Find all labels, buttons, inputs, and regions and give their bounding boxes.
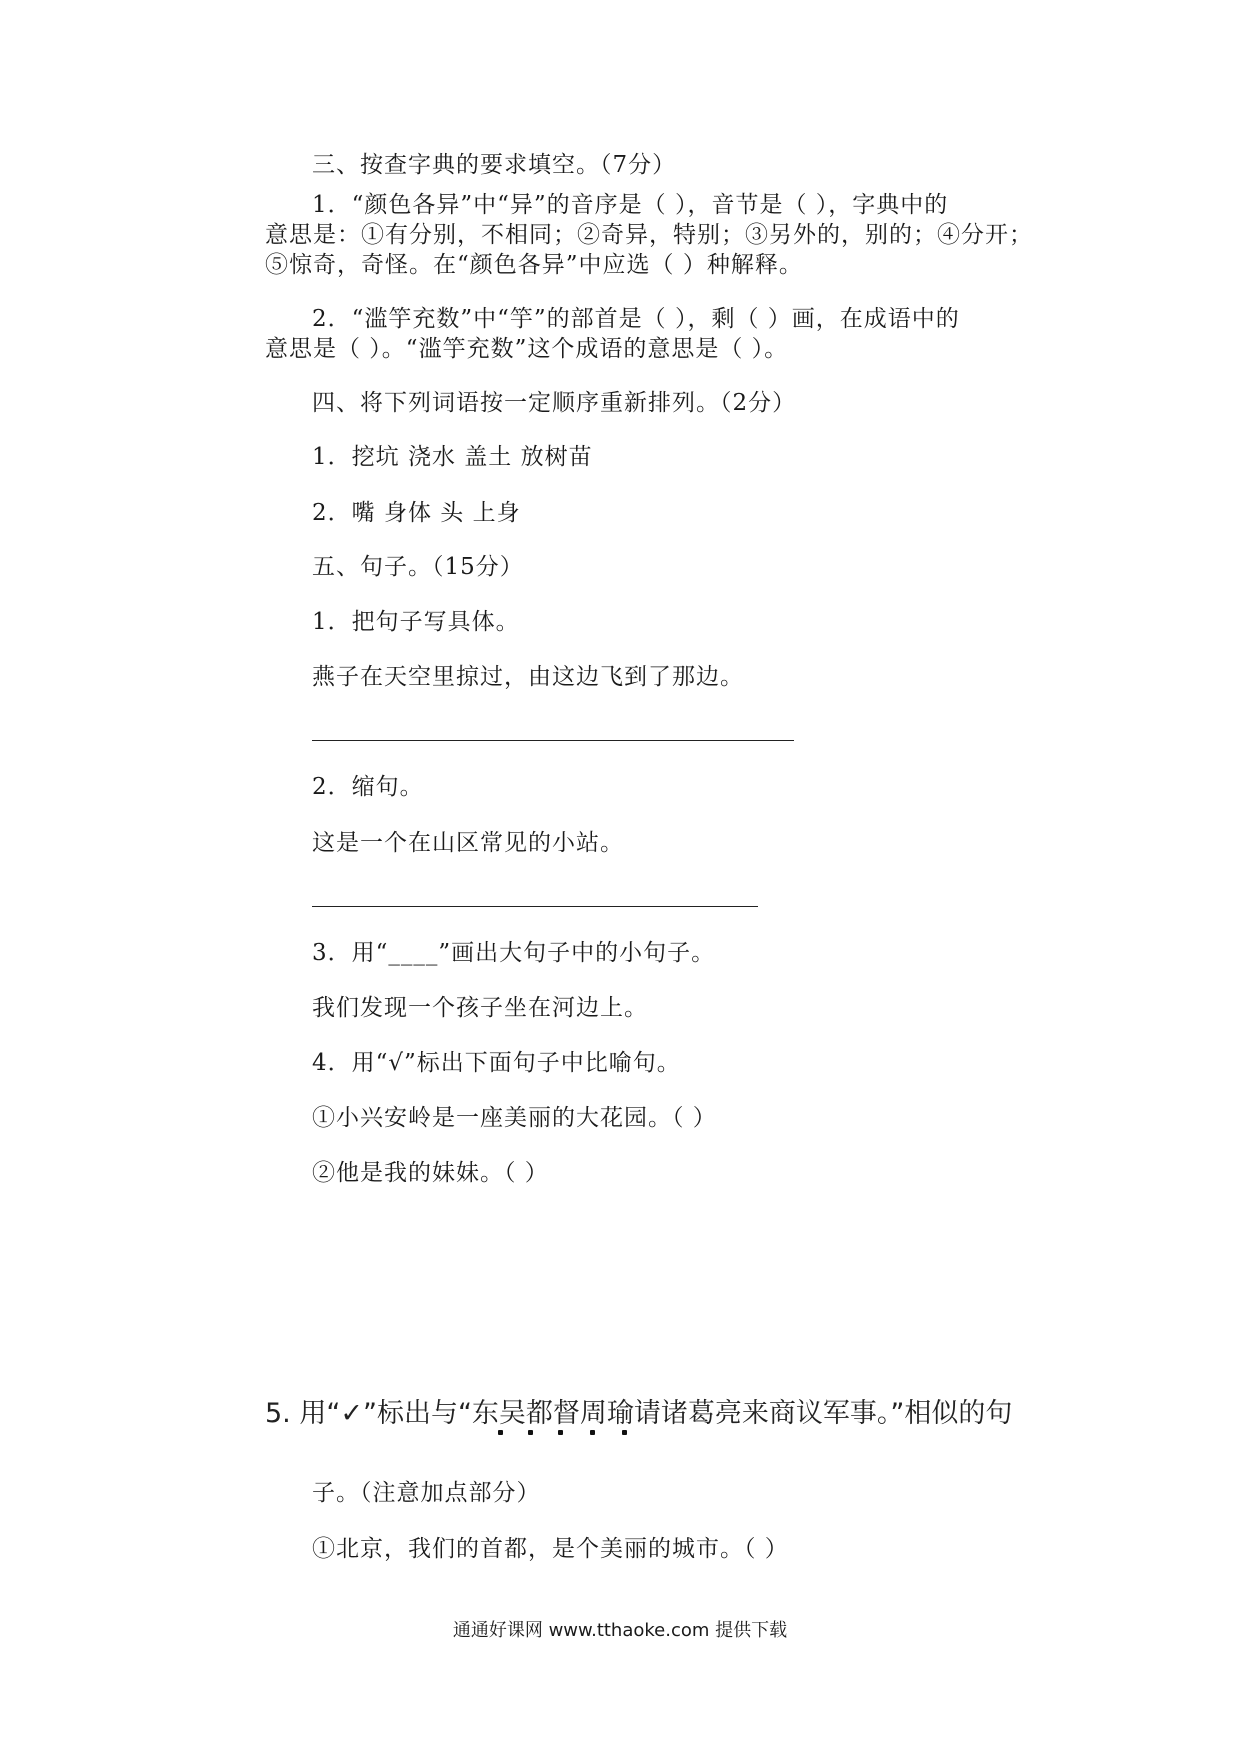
- s5-q1-title: 1．把句子写具体。: [312, 609, 520, 635]
- s4-q1: 1．挖坑 浇水 盖土 放树苗: [312, 444, 593, 470]
- s5-q1-answer-line: [312, 740, 794, 741]
- s3-q1-line1: 1．“颜色各异”中“异”的音序是（ ），音节是（ ），字典中的: [312, 192, 949, 218]
- emphasis-dot: [498, 1430, 503, 1435]
- page-footer: 通通好课网 www.tthaoke.com 提供下载: [452, 1620, 788, 1641]
- s5-q4-option1: ①小兴安岭是一座美丽的大花园。（ ）: [312, 1105, 717, 1131]
- section3-heading: 三、按查字典的要求填空。（7分）: [312, 152, 677, 178]
- s5-q2-sentence: 这是一个在山区常见的小站。: [312, 830, 624, 856]
- emphasis-dot: [622, 1430, 627, 1435]
- s5-q4-option2: ②他是我的妹妹。（ ）: [312, 1160, 549, 1186]
- s5-q3-title: 3．用“____”画出大句子中的小句子。: [312, 940, 716, 966]
- s3-q2-line2: 意思是（ ）。“滥竽充数”这个成语的意思是（ ）。: [265, 336, 789, 362]
- section4-heading: 四、将下列词语按一定顺序重新排列。（2分）: [312, 390, 797, 416]
- s3-q2-line1: 2．“滥竽充数”中“竽”的部首是（ ），剩（ ）画，在成语中的: [312, 306, 960, 332]
- s5-q5-continuation: 子。（注意加点部分）: [312, 1480, 541, 1506]
- section5-heading: 五、句子。（15分）: [312, 554, 524, 580]
- emphasis-dot: [528, 1430, 533, 1435]
- s5-q2-answer-line: [312, 906, 758, 907]
- s5-q3-sentence: 我们发现一个孩子坐在河边上。: [312, 995, 648, 1021]
- s3-q1-line2: 意思是：①有分别，不相同；②奇异，特别；③另外的，别的；④分开；: [265, 222, 1033, 248]
- s4-q2: 2．嘴 身体 头 上身: [312, 500, 521, 526]
- s5-q4-title: 4．用“√”标出下面句子中比喻句。: [312, 1050, 681, 1076]
- emphasis-dot: [590, 1430, 595, 1435]
- s5-q2-title: 2．缩句。: [312, 774, 424, 800]
- s3-q1-line3: ⑤惊奇，奇怪。在“颜色各异”中应选（ ）种解释。: [265, 252, 803, 278]
- s5-q1-sentence: 燕子在天空里掠过，由这边飞到了那边。: [312, 664, 744, 690]
- s5-q5-title: 5. 用“✓”标出与“东吴都督周瑜请诸葛亮来商议军事。”相似的句: [265, 1398, 1013, 1429]
- emphasis-dot: [558, 1430, 563, 1435]
- s5-q5-option1: ①北京，我们的首都，是个美丽的城市。（ ）: [312, 1536, 789, 1562]
